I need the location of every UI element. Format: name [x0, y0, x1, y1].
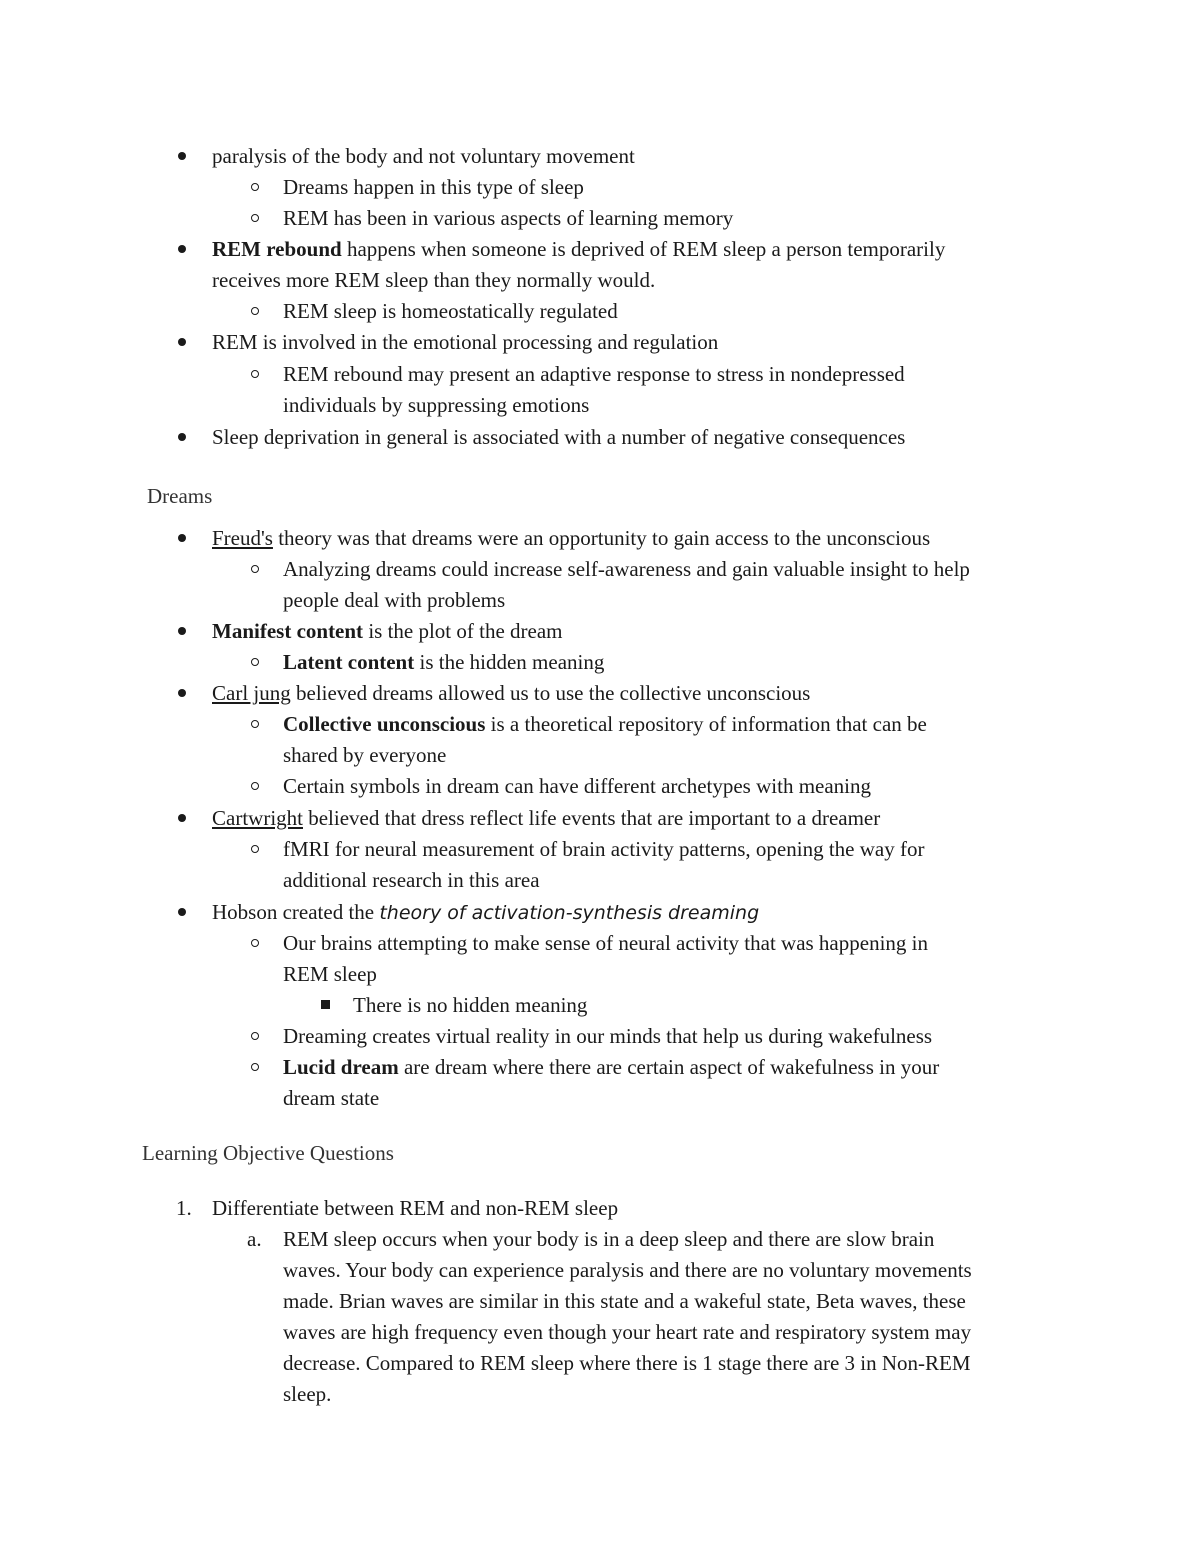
theory-italic: theory of activation-synthesis dreaming — [379, 902, 760, 924]
list-item: fMRI for neural measurement of brain activity patterns, opening the way for — [283, 837, 925, 861]
bullet-circle-icon — [251, 845, 259, 853]
bullet-circle-icon — [251, 565, 259, 573]
list-item — [212, 897, 759, 929]
text-span: are dream where there are certain aspect of wakefulness in your — [398, 1055, 940, 1079]
list-item: paralysis of the body and not voluntary movement — [212, 144, 635, 168]
bullet-circle-icon — [251, 370, 259, 378]
bullet-circle-icon — [251, 720, 259, 728]
list-item — [283, 709, 927, 740]
list-item — [212, 616, 563, 647]
list-item-continuation: REM sleep — [283, 962, 377, 986]
list-item: Certain symbols in dream can have different archetypes with meaning — [283, 774, 871, 798]
bullet-circle-icon — [251, 214, 259, 222]
bullet-circle-icon — [251, 1032, 259, 1040]
list-number: 1. — [176, 1196, 192, 1220]
bullet-square-icon — [321, 1000, 330, 1009]
bullet-disc-icon — [178, 245, 186, 253]
list-letter: a. — [247, 1227, 262, 1251]
list-item — [283, 1052, 939, 1083]
text-span: happens when someone is deprived of REM sleep a person temporarily — [341, 237, 946, 261]
list-item-continuation: individuals by suppressing emotions — [283, 393, 590, 417]
list-item-continuation: receives more REM sleep than they normally would. — [212, 268, 656, 292]
bullet-circle-icon — [251, 782, 259, 790]
text-span: is the plot of the dream — [363, 619, 563, 643]
bullet-circle-icon — [251, 183, 259, 191]
list-item-continuation: made. Brian waves are similar in this state and a wakeful state, Beta waves, these — [283, 1289, 966, 1313]
list-item: REM has been in various aspects of learning memory — [283, 206, 734, 230]
term-bold: Lucid dream — [283, 1055, 399, 1079]
section-heading-loq: Learning Objective Questions — [142, 1141, 394, 1165]
list-item: Dreaming creates virtual reality in our minds that help us during wakefulness — [283, 1024, 933, 1048]
list-item-continuation: people deal with problems — [283, 588, 506, 612]
term-bold: REM rebound — [212, 237, 342, 261]
list-item — [212, 803, 880, 834]
bullet-circle-icon — [251, 658, 259, 666]
text-span: is a theoretical repository of information that can be — [485, 712, 927, 736]
list-item: Differentiate between REM and non-REM sleep — [212, 1196, 619, 1220]
list-item — [212, 523, 930, 554]
bullet-disc-icon — [178, 338, 186, 346]
list-item-continuation: decrease. Compared to REM sleep where there is 1 stage there are 3 in Non-REM — [283, 1351, 971, 1375]
term-bold: Latent content — [283, 650, 415, 674]
bullet-disc-icon — [178, 433, 186, 441]
term-bold: Collective unconscious — [283, 712, 486, 736]
list-item-continuation: sleep. — [283, 1382, 332, 1406]
list-item: Sleep deprivation in general is associated with a number of negative consequences — [212, 425, 906, 449]
name-underlined: Carl jung — [212, 681, 291, 705]
list-item: Analyzing dreams could increase self-awareness and gain valuable insight to help — [283, 557, 970, 581]
text-span: is the hidden meaning — [414, 650, 605, 674]
list-item — [212, 678, 810, 709]
bullet-disc-icon — [178, 689, 186, 697]
text-span: believed that dress reflect life events that are important to a dreamer — [302, 806, 881, 830]
text-span: Hobson created the — [212, 900, 380, 924]
bullet-circle-icon — [251, 1063, 259, 1071]
list-item: Our brains attempting to make sense of neural activity that was happening in — [283, 931, 928, 955]
list-item: REM rebound may present an adaptive response to stress in nondepressed — [283, 362, 905, 386]
list-item: REM is involved in the emotional processing and regulation — [212, 330, 719, 354]
bullet-circle-icon — [251, 307, 259, 315]
list-item — [212, 234, 945, 265]
bullet-disc-icon — [178, 534, 186, 542]
list-item-continuation: dream state — [283, 1086, 380, 1110]
list-item-continuation: waves are high frequency even though your heart rate and respiratory system may — [283, 1320, 972, 1344]
bullet-circle-icon — [251, 939, 259, 947]
bullet-disc-icon — [178, 908, 186, 916]
list-item: REM sleep occurs when your body is in a deep sleep and there are slow brain — [283, 1227, 935, 1251]
text-span: theory was that dreams were an opportunity to gain access to the unconscious — [272, 526, 931, 550]
name-underlined: Freud's — [212, 526, 273, 550]
list-item — [283, 647, 604, 678]
list-item-continuation: waves. Your body can experience paralysis and there are no voluntary movements — [283, 1258, 972, 1282]
bullet-disc-icon — [178, 814, 186, 822]
bullet-disc-icon — [178, 627, 186, 635]
list-item: Dreams happen in this type of sleep — [283, 175, 584, 199]
list-item-continuation: shared by everyone — [283, 743, 447, 767]
list-item: There is no hidden meaning — [353, 993, 588, 1017]
list-item-continuation: additional research in this area — [283, 868, 540, 892]
text-span: believed dreams allowed us to use the collective unconscious — [290, 681, 811, 705]
term-bold: Manifest content — [212, 619, 364, 643]
bullet-disc-icon — [178, 152, 186, 160]
section-heading-dreams: Dreams — [147, 484, 213, 508]
name-underlined: Cartwright — [212, 806, 303, 830]
list-item: REM sleep is homeostatically regulated — [283, 299, 618, 323]
